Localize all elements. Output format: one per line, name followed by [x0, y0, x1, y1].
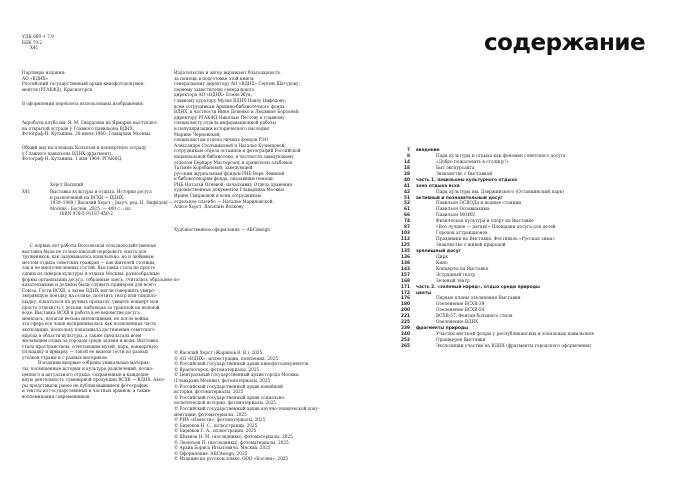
text-line: © АО «ВДНХ», иллюстрации, пояснения, 2025: [174, 355, 278, 361]
toc-section-title: часть 2. «зеленый наряд», отдых среди природы: [416, 284, 540, 290]
toc-page-number: 41: [404, 183, 410, 189]
toc-entry-title: «Все лучшее — детям!» Площадки досуга для детей: [436, 225, 556, 231]
toc-page-number: 168: [401, 278, 410, 284]
toc-entry-row[interactable]: [372, 344, 664, 350]
text-line: ментов (РГАКФД), Красногорск: [22, 86, 93, 92]
contents-title: содержание: [484, 30, 646, 56]
text-line: уголков страны и с разных материков.: [22, 354, 108, 360]
text-line: тружеников, как задумывалось изначально, но и любимым: [22, 254, 154, 260]
toc-entry-title: Знакомство с Выставкой: [436, 171, 493, 177]
toc-page-number: 42: [404, 189, 410, 195]
toc-entry-title: «Добро пожаловать в столицу!»: [436, 159, 509, 165]
toc-entry-title: Знакомство с живой природой: [436, 243, 506, 248]
text-line: Партнеры издания:: [22, 70, 66, 75]
text-line: воде. Выставка ВСХВ и работа в ее ведомстве досуга: [22, 310, 140, 316]
text-line: сотрудникам отдела эстампов и фотографий Российской: [174, 148, 301, 154]
toc-page-number: 138: [401, 260, 410, 266]
text-line: одним из скверов культуры и отдыха Москвы: разнообразные: [22, 270, 160, 276]
toc-entry-title: Кино: [436, 260, 448, 266]
toc-section-title: введение: [416, 148, 440, 153]
toc-page-number: 157: [401, 272, 410, 278]
text-line: © Архив Бориса Игнатовича, Москва, 2025: [174, 445, 271, 451]
toc-entry-title: Парк культуры им. Дзержинского (Останкинский парк): [436, 189, 565, 195]
text-line: генеральному директору АО «ВДНХ» Сергею Шатурову;: [174, 81, 300, 87]
text-line: директору РГАКФД Николаю Пестову и главному: [174, 114, 285, 120]
toc-page-number: 103: [401, 231, 410, 237]
text-line: желающим отдых за городом среди зелени и воды. Выставка: [22, 338, 159, 344]
toc-section-title: зона отдыха всхв: [416, 183, 460, 189]
copyright-block: [174, 350, 319, 462]
toc-page-number: 176: [401, 296, 410, 302]
biblio-code: Х41: [22, 189, 31, 194]
toc-entry-title: Участки местной флоры у республиканских и зональных павильонов: [436, 332, 594, 338]
text-line: ры представили ранее не публиковавшиеся фотографии: [22, 382, 148, 388]
text-line: и развлечений на ВСХВ — ВДНХ.: [50, 194, 125, 200]
text-line: стала пространством, сочетающим музей, парк, концертную: [22, 343, 158, 349]
acknowledgements: [174, 70, 301, 210]
text-line: местом отдыха советских граждан — как жителей столицы,: [22, 259, 156, 265]
text-line: © Леонтьев П. (наследники), фотоматериалы, 2025: [174, 439, 289, 445]
text-line: казательными и должны были служить примером для всего: [22, 282, 156, 288]
text-line: главному куратору Музея ВДНХ Павлу Нифёдову;: [174, 97, 287, 103]
toc-entry-title: Эстрадный театр: [436, 272, 476, 278]
text-line: Российский государственный архив кинофотодокумен-: [22, 81, 145, 87]
text-line: за помощь в подготовке этой книги:: [174, 75, 255, 81]
text-line: формы организации досуга, собранные здесь, считались образцово-по-: [22, 276, 181, 282]
toc-entry-title: Концерты на Выставке: [436, 266, 489, 272]
text-line: ментации, фотоматериалы, 2025: [174, 411, 247, 417]
text-line: © Издание на русском языке. ООО «Бослен», 2025: [174, 456, 289, 462]
text-line: Ирине Смирновой и всем сотрудникам,: [174, 193, 263, 199]
text-line: и популяризации исторического наследия: [174, 125, 269, 131]
text-line: © Бирюков Н. С., иллюстрации, 2025: [174, 422, 258, 428]
text-line: у Главного павильона ВДНХ (фрагмент).: [22, 150, 113, 156]
text-line: художественных документов Главархива Москвы: [174, 187, 284, 193]
toc-page-number: 180: [401, 302, 410, 308]
toc-entry-title: Цирк: [436, 254, 449, 260]
classification-codes: [22, 34, 54, 51]
toc-entry-title: Физическая культура и спорт на Выставке: [436, 219, 534, 225]
text-line: народа в области культуры, а также предлагала всем: [22, 332, 142, 338]
text-line: отдельное спасибо — Наталье Мариновской,: [174, 198, 274, 204]
toc-page-number: 125: [401, 243, 410, 248]
toc-page-number: 66: [404, 213, 410, 219]
text-line: © Российский государственный архив кинофотодокументов: [174, 361, 309, 367]
toc-entry-title: Быт экскурсанта: [436, 165, 475, 171]
text-line: Марине Черновской;: [174, 131, 221, 137]
text-line: всем сотрудникам Архивно-библиотечного фонда: [174, 103, 285, 109]
toc-page-number: 252: [401, 338, 410, 343]
text-line: ISBN 978-5-91187-450-2.: [60, 211, 115, 217]
toc-page-number: 221: [401, 314, 410, 320]
toc-entry-title: Зеленый театр: [436, 278, 470, 284]
toc-entry-title: Праздники на Выставке. Фестиваль «Русская зима»: [436, 237, 555, 243]
text-line: воспоминания современников.: [22, 394, 91, 400]
text-line: Выставка культуры и отдыха. История досуга: [50, 189, 152, 194]
text-line: первому заместителю генерального: [174, 86, 255, 92]
toc-page-number: 172: [401, 290, 410, 296]
photo-credit-2: [22, 145, 146, 162]
text-line: 1939–1989 / Василий Хорст ; [науч. ред. Н. Нифёдов] —: [50, 200, 174, 206]
text-line: вную деятельность сувенирной продукции ВСХВ — ВДНХ. Авто-: [22, 377, 165, 383]
toc-section-title: фрагменты природы: [416, 326, 469, 332]
text-line: © Шиянов Н. М. (наследники), фотоматериалы, 2025: [174, 433, 293, 439]
toc-entry-title: Городок аттракционов: [436, 231, 488, 237]
code-line: ББК 79.2: [22, 39, 43, 45]
cover-images-note: [22, 101, 144, 107]
text-line: © Российский государственный архив научно-технической доку-: [174, 405, 320, 411]
text-line: В издании впервые собраны уникальные материа-: [38, 360, 151, 366]
text-line: Москва : Бослен, 2025. — 400 с. : ил.: [50, 205, 132, 211]
text-line: специалисту отдела информационной работы: [174, 120, 276, 126]
text-line: и библиотекарям фонда, оказавшим помощь: [174, 176, 274, 182]
text-line: © РИА «Новости», фотоматериалы, 2025: [174, 417, 266, 423]
text-line: экспозиции, поскольку показывала достижения советского: [22, 326, 155, 332]
toc-page-number: 61: [404, 207, 410, 213]
text-line: русским журнальным фондом РНБ Вере Левиной: [174, 170, 285, 176]
toc-page-number: 225: [401, 320, 410, 326]
author-heading: Хорст Василий: [50, 182, 84, 187]
text-line: © Российский государственный архив социально-: [174, 394, 286, 400]
text-line: РНБ Натальи Огневой; начальнику Отдела хранения: [174, 181, 293, 187]
toc-entry-title: Озеленение ВДНХ: [436, 320, 479, 326]
toc-page-number: 52: [404, 201, 410, 207]
toc-section-title: цветы: [416, 290, 432, 296]
photo-credit-1: [22, 120, 157, 137]
text-line: © Центральный государственный архив города Москвы: [174, 372, 299, 378]
text-line: творяющую поездку на ослике, посетить театр или танцпло-: [22, 293, 158, 299]
text-line: Издательство и автор выражают благодарность: [174, 70, 281, 75]
toc-page-number: 51: [404, 195, 410, 201]
text-line: © Оформление. ABCdesign, 2025: [174, 450, 248, 456]
text-line: Алисе Хорст, Василию Волкову: [174, 204, 244, 210]
toc-page-number: 8: [407, 153, 410, 159]
text-line: истории, фотоматериалы, 2025: [174, 389, 244, 395]
text-line: лы, посвященные истории и культуре развлечений, полна-: [22, 366, 154, 372]
text-line: просто отдохнуть с детьми, наблюдая за трапезой на вольной: [22, 304, 160, 310]
toc-section-title: активный и познавательный досуг: [416, 195, 503, 201]
toc-page-number: 14: [404, 159, 410, 165]
text-line: ВДНХ, в частности Инне Доценко и Людмиле Борзовой;: [174, 109, 300, 115]
text-line: АО «ВДНХ»: [22, 75, 49, 81]
toc-entry-title: Павильон МОИП: [436, 213, 475, 219]
text-line: на открытой эстраде у Главного павильона ВДНХ.: [22, 125, 135, 131]
text-line: Общий вид на площадь Колхозов и концертную эстраду: [22, 145, 147, 150]
biblio-record: [50, 189, 173, 217]
toc-page-number: 265: [401, 343, 410, 349]
text-line: выставка была не только школой передового опыта для: [22, 248, 147, 254]
toc-entry-title: Первые планы озеленения Выставки: [436, 296, 521, 302]
toc-entry-title: Озеленение ВСХВ-39: [436, 302, 485, 308]
text-line: С первых лет работы Всесоюзная сельскохозяйственная: [30, 243, 156, 248]
code-line: УДК 069 + 7.9: [22, 34, 54, 39]
toc-page-number: 28: [404, 171, 410, 177]
text-line: © Бирюков Г. А., иллюстрации, 2025: [174, 428, 257, 434]
text-line: © Российский государственный архив новейшей: [174, 383, 283, 389]
toc-page-number: 171: [401, 284, 410, 290]
toc-page-number: 200: [401, 308, 410, 314]
toc-entry-title: Озеленение ВСХВ-54: [436, 308, 485, 314]
toc-page-number: 136: [401, 254, 410, 260]
text-line: © Красногорск, фотоматериалы, 2025: [174, 366, 260, 372]
text-line: Фотограф Н. Кутанина. 1 мая 1964. РГАКФД.: [22, 156, 123, 162]
toc-page-number: 240: [401, 332, 410, 338]
text-line: директора АО «ВДНХ» Елене Жук;: [174, 92, 252, 98]
toc-page-number: 18: [404, 165, 410, 171]
text-line: менялась, полагая весьма интенсивным, но после войны: [22, 315, 149, 321]
text-line: так и ее многочисленных гостей. Выставка стала не просто: [22, 265, 156, 271]
text-line: эта сфера все чаще воспринималась как полноценная часть: [22, 321, 157, 327]
toc-entry-title: ВСХВ-57. Фонтан большого стиля: [436, 314, 513, 320]
toc-entry-title: Оранжерея Выставки: [436, 338, 486, 343]
text-line: (Главархив Москвы), фотоматериалы, 2025: [174, 377, 271, 383]
toc-entry-title: Павильон ОСВОДа и водные станции: [436, 201, 522, 207]
toc-entry-title: Павильон Осоавиахима: [436, 207, 490, 213]
partners-block: [22, 70, 145, 92]
text-line: площадку и ярмарку — такой ее видели гости из разных: [22, 349, 149, 355]
toc-page-number: 74: [404, 219, 410, 225]
toc-page-number: 40: [404, 177, 410, 183]
text-line: Александре Стольниковой и Наталье Кузнецовой;: [174, 142, 286, 148]
text-line: ценного и актуального отдыха, сохраненные в каждодне-: [22, 371, 150, 377]
toc-page-number: 7: [407, 148, 410, 153]
toc-section-title: зрелищный досуг: [416, 248, 461, 254]
text-line: Союза. Гости ВСХВ, а затем ВДНХ могли совершить умиро-: [22, 287, 156, 293]
toc-page-number: 143: [401, 266, 410, 272]
toc-page-number: 135: [401, 248, 410, 254]
design-credit: Художественное оформление — ABCdesign: [174, 227, 270, 232]
toc-section-title: часть 1. павильоны культурного отдыха: [416, 177, 518, 183]
toc-entry-title: Экспозиции участки на ВДНХ (фрагменты городского оформления): [436, 343, 592, 349]
text-line: и тексты из государственных и частных архивов, а также: [22, 388, 151, 394]
toc-entry-title: Парк культуры и отдыха как феномен советского досуга: [436, 153, 566, 159]
text-line: щадку, покататься на ручных прокатах, увидеть концерт или: [22, 298, 159, 304]
code-line: Х41: [30, 45, 39, 51]
text-line: Татьяне Коробановой; заведующей: [174, 165, 253, 171]
text-line: Акробаты клуба им. Я. М. Свердлова на Ярмарке выступают: [22, 120, 158, 125]
abstract: [22, 243, 180, 400]
text-line: Фотограф Н. Кутанина. 28 июня 1960. Главархив Москвы.: [22, 131, 152, 137]
text-line: политической истории, фотоматериалы, 2025: [174, 400, 277, 406]
toc-page-number: 239: [401, 326, 410, 332]
text-line: национальной библиотеки, в частности заведующему: [174, 153, 294, 159]
text-line: В оформлении переплета использованы изображения:: [22, 101, 144, 106]
table-of-contents: [372, 148, 664, 350]
text-line: отделом Бернару Мастерсону и хранителю альбомов: [174, 159, 293, 165]
toc-page-number: 112: [401, 237, 410, 243]
text-line: © Василий Хорст (Жарянов В. В.), 2025: [174, 350, 263, 355]
text-line: специалистам отдела личных фондов РЭО: [174, 137, 269, 143]
toc-page-number: 87: [404, 225, 410, 231]
